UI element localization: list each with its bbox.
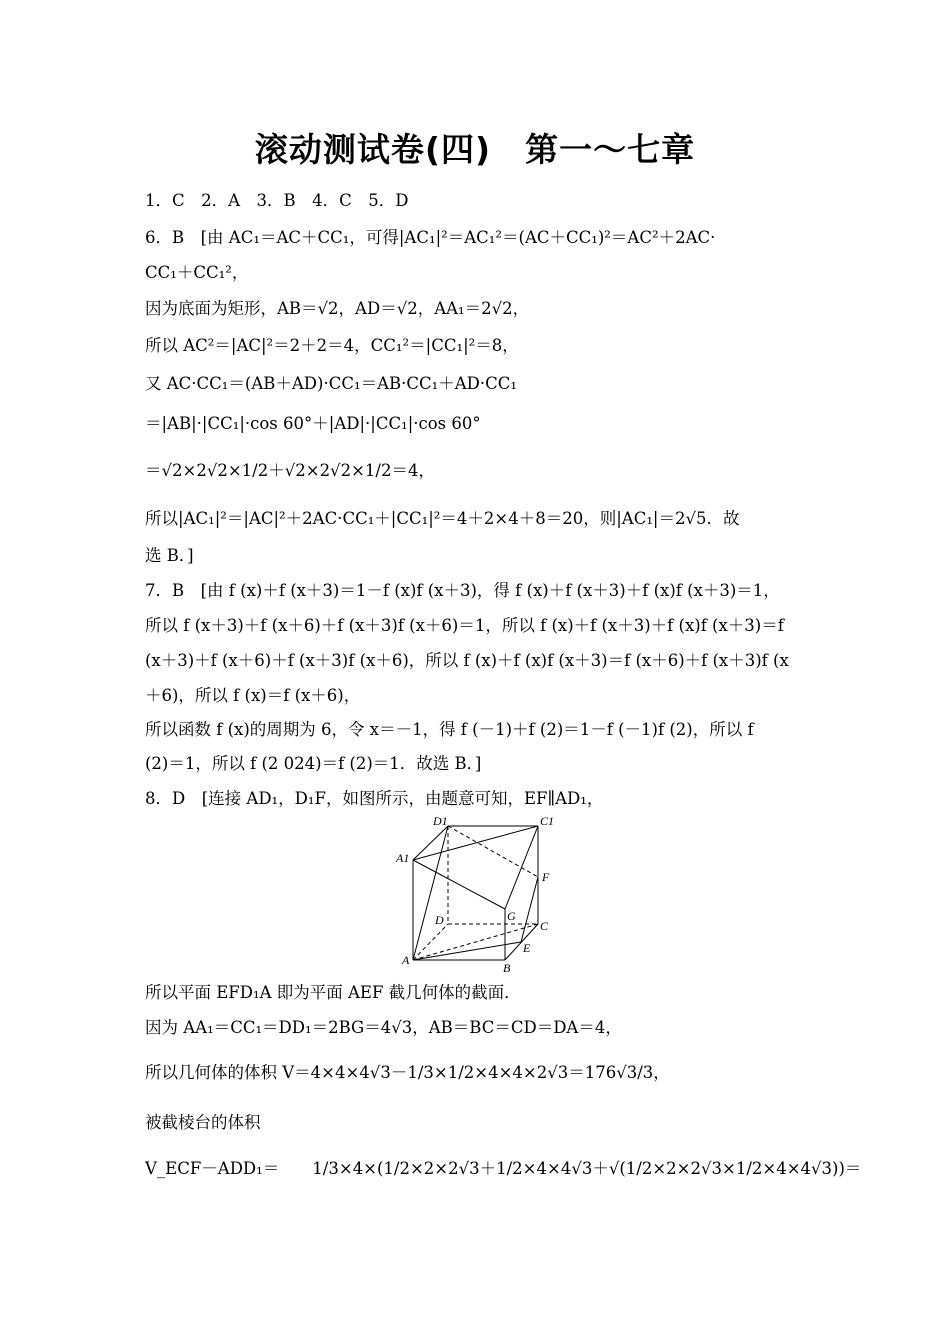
page-title: 滚动测试卷(四) 第一～七章 — [254, 130, 696, 169]
edge-d1-f — [448, 826, 538, 877]
solution-7-line-6: (2)＝1，所以 f (2 024)＝f (2)＝1．故选 B．] — [145, 754, 482, 773]
edge-a-d1 — [413, 826, 448, 960]
solution-7-line-4: ＋6)，所以 f (x)＝f (x＋6)， — [145, 686, 361, 705]
label-d: D — [435, 913, 444, 927]
answer-line-1: 1．C 2．A 3．B 4．C 5．D — [145, 191, 409, 210]
solution-6-line-6: ＝|AB|·|CC₁|·cos 60°＋|AD|·|CC₁|·cos 60° — [145, 414, 481, 433]
cuboid-figure — [393, 812, 563, 974]
edge-a1-c1 — [413, 826, 538, 860]
solution-6-line-5: 又 AC·CC₁＝(AB＋AD)·CC₁＝AB·CC₁＋AD·CC₁ — [145, 374, 517, 393]
label-d1: D1 — [433, 814, 448, 828]
solution-6-line-9: 选 B．] — [145, 546, 194, 565]
label-b: B — [503, 961, 511, 974]
solution-6-line-1: 6．B [由 AC₁＝AC＋CC₁，可得|AC₁|²＝AC₁²＝(AC＋CC₁)²＝AC²＋2AC· — [145, 228, 716, 247]
cuboid-diagram — [393, 812, 563, 974]
label-f: F — [542, 870, 550, 884]
solution-8-line-1: 8．D [连接 AD₁，D₁F，如图所示，由题意可知，EF∥AD₁， — [145, 789, 604, 808]
label-c1: C1 — [540, 814, 555, 828]
solution-7-line-2: 所以 f (x＋3)＋f (x＋6)＋f (x＋3)f (x＋6)＝1，所以 f (x)＋f (x＋3)＋f (x)f (x＋3)＝f — [145, 616, 784, 635]
label-c: C — [540, 919, 549, 933]
edge-e-f — [521, 877, 538, 942]
label-e: E — [523, 941, 531, 955]
solution-8-line-3: 因为 AA₁＝CC₁＝DD₁＝2BG＝4√3，AB＝BC＝CD＝DA＝4， — [145, 1018, 622, 1037]
solution-7-line-3: (x＋3)＋f (x＋6)＋f (x＋3)f (x＋6)，所以 f (x)＋f (x)f (x＋3)＝f (x＋6)＋f (x＋3)f (x — [145, 651, 789, 670]
solution-8-line-2: 所以平面 EFD₁A 即为平面 AEF 截几何体的截面． — [145, 983, 521, 1002]
solution-8-line-5: 被截棱台的体积 — [145, 1113, 261, 1132]
solution-6-line-8: 所以|AC₁|²＝|AC|²＋2AC·CC₁＋|CC₁|²＝4＋2×4＋8＝20，则|AC₁|＝2√5．故 — [145, 509, 740, 528]
solution-6-line-3: 因为底面为矩形，AB＝√2，AD＝√2，AA₁＝2√2， — [145, 299, 530, 318]
label-g: G — [507, 909, 516, 923]
solution-7-line-5: 所以函数 f (x)的周期为 6，令 x＝－1，得 f (－1)＋f (2)＝1－f (－1)f (2)，所以 f — [145, 720, 754, 739]
solution-8-line-6: V_ECF－ADD₁＝ 1/3×4×(1/2×2×2√3＋1/2×4×4√3＋√(1/2×2×2√3×1/2×4×4√3))＝ — [145, 1159, 862, 1178]
edge-a1-g — [413, 860, 505, 909]
solution-6-line-4: 所以 AC²＝|AC|²＝2＋2＝4，CC₁²＝|CC₁|²＝8， — [145, 336, 519, 355]
label-a: A — [402, 953, 410, 967]
solution-6-line-7: ＝√2×2√2×1/2＋√2×2√2×1/2＝4， — [145, 461, 435, 480]
solution-8-line-4: 所以几何体的体积 V＝4×4×4√3－1/3×1/2×4×4×2√3＝176√3/3， — [145, 1063, 670, 1082]
solution-6-line-2: CC₁＋CC₁²， — [145, 263, 249, 282]
label-a1: A1 — [396, 851, 410, 865]
solution-7-line-1: 7．B [由 f (x)＋f (x＋3)＝1－f (x)f (x＋3)，得 f (x)＋f (x＋3)＋f (x)f (x＋3)＝1， — [145, 581, 780, 600]
